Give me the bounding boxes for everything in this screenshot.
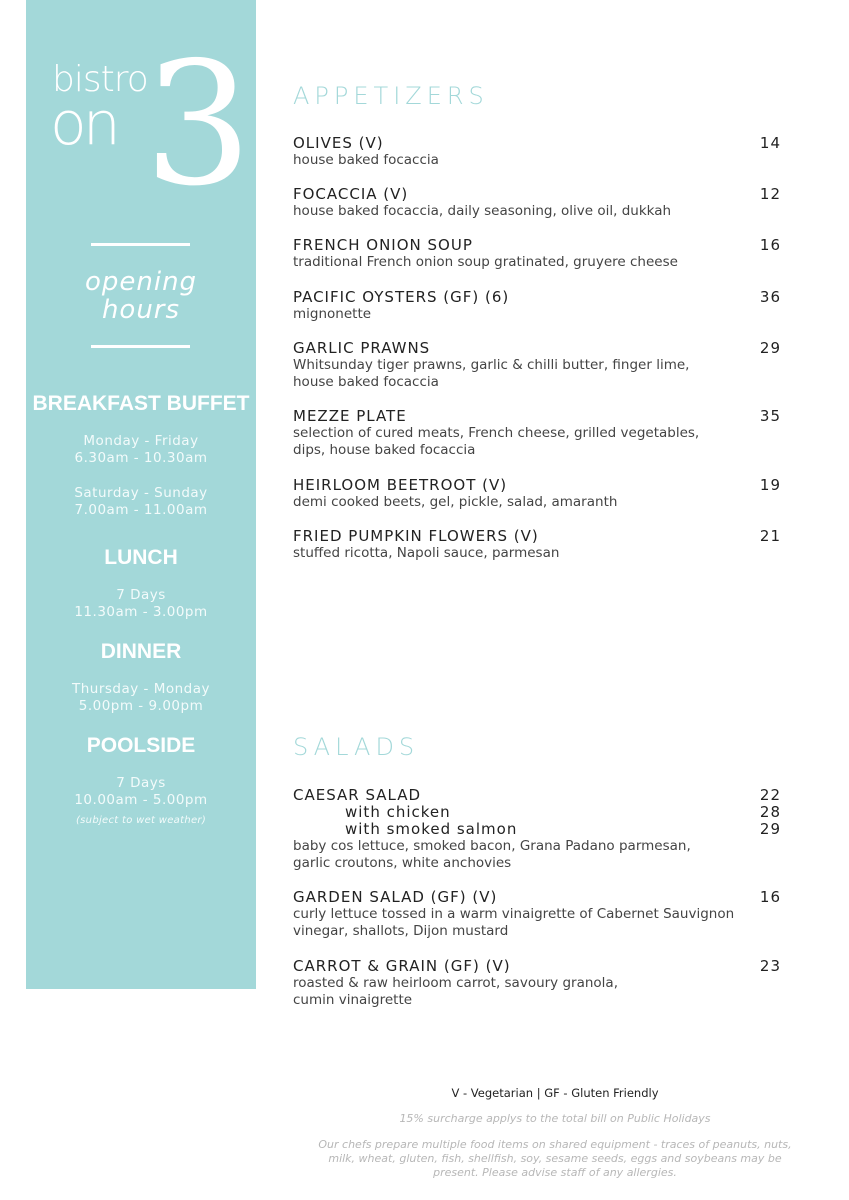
item-description: house baked focaccia	[293, 374, 439, 390]
item-name: GARLIC PRAWNS	[293, 339, 431, 357]
hours-line: Saturday - Sunday	[74, 485, 208, 501]
hours-line: 7 Days	[116, 587, 166, 603]
menu-item	[293, 340, 781, 391]
item-price: 22	[759, 786, 781, 804]
item-name: OLIVES (V)	[293, 134, 384, 152]
item-description: selection of cured meats, French cheese, grilled vegetables,	[293, 425, 700, 441]
item-description: roasted & raw heirloom carrot, savoury granola,	[293, 975, 618, 991]
hours-line: 7 Days	[116, 775, 166, 791]
hours-line: 11.30am - 3.00pm	[74, 604, 208, 620]
menu-item	[293, 408, 781, 459]
item-name: MEZZE PLATE	[293, 407, 407, 425]
item-description: cumin vinaigrette	[293, 992, 413, 1008]
item-name: CAESAR SALAD	[293, 786, 422, 804]
option-name: with smoked salmon	[345, 820, 518, 838]
breakfast-hours	[26, 433, 256, 519]
item-price: 35	[759, 407, 781, 425]
item-name: FOCACCIA (V)	[293, 185, 409, 203]
item-name: GARDEN SALAD (GF) (V)	[293, 888, 498, 906]
hours-line: 10.00am - 5.00pm	[74, 792, 208, 808]
item-name: CARROT & GRAIN (GF) (V)	[293, 957, 511, 975]
menu-item	[293, 289, 781, 323]
logo-word-bistro: bistro	[52, 59, 148, 100]
allergy-line: Our chefs prepare multiple food items on shared equipment - traces of peanuts, nuts,	[318, 1138, 792, 1151]
logo-word-on: on	[50, 89, 117, 159]
lunch-hours	[26, 587, 256, 621]
item-description: demi cooked beets, gel, pickle, salad, amaranth	[293, 494, 618, 510]
hours-spacer	[26, 467, 256, 485]
poolside-title: POOLSIDE	[86, 734, 196, 757]
salads-heading: SALADS	[293, 733, 420, 761]
menu-item	[293, 787, 781, 872]
divider-bottom	[91, 345, 190, 348]
item-description: dips, house baked focaccia	[293, 442, 476, 458]
allergy-line: milk, wheat, gluten, fish, shellfish, soy, sesame seeds, eggs and soybeans may be	[328, 1152, 782, 1165]
item-description: house baked focaccia, daily seasoning, olive oil, dukkah	[293, 203, 672, 219]
menu-item	[293, 237, 781, 271]
item-option	[293, 804, 781, 821]
item-description: Whitsunday tiger prawns, garlic & chilli butter, finger lime,	[293, 357, 690, 373]
appetizers-heading: APPETIZERS	[293, 82, 489, 110]
item-description: baby cos lettuce, smoked bacon, Grana Padano parmesan,	[293, 838, 691, 854]
item-price: 16	[759, 888, 781, 906]
item-price: 21	[759, 527, 781, 545]
item-name: FRIED PUMPKIN FLOWERS (V)	[293, 527, 539, 545]
item-price: 36	[759, 288, 781, 306]
option-price: 29	[759, 820, 781, 838]
surcharge-note: 15% surcharge applys to the total bill on Public Holidays	[399, 1112, 711, 1125]
item-description: garlic croutons, white anchovies	[293, 855, 512, 871]
item-price: 12	[759, 185, 781, 203]
menu-item	[293, 889, 781, 940]
hours-line: 7.00am - 11.00am	[74, 502, 208, 518]
allergy-notice	[300, 1138, 810, 1180]
allergy-line: present. Please advise staff of any allergies.	[433, 1166, 677, 1179]
dietary-legend: V - Vegetarian | GF - Gluten Friendly	[451, 1086, 659, 1100]
menu-item	[293, 135, 781, 169]
item-name: PACIFIC OYSTERS (GF) (6)	[293, 288, 510, 306]
item-name: FRENCH ONION SOUP	[293, 236, 473, 254]
item-description: mignonette	[293, 306, 372, 322]
menu-item	[293, 528, 781, 562]
item-description: curly lettuce tossed in a warm vinaigrette of Cabernet Sauvignon	[293, 906, 735, 922]
hours-line: 5.00pm - 9.00pm	[78, 698, 204, 714]
option-price: 28	[759, 803, 781, 821]
weather-note: (subject to wet weather)	[75, 815, 207, 826]
option-name: with chicken	[345, 803, 451, 821]
poolside-hours	[26, 775, 256, 829]
item-option	[293, 821, 781, 838]
item-price: 14	[759, 134, 781, 152]
hours-line: Monday - Friday	[83, 433, 199, 449]
item-price: 29	[759, 339, 781, 357]
hours-line: Thursday - Monday	[71, 681, 211, 697]
menu-item	[293, 186, 781, 220]
menu-item	[293, 477, 781, 511]
hours-line: 6.30am - 10.30am	[74, 450, 208, 466]
item-price: 16	[759, 236, 781, 254]
item-description: stuffed ricotta, Napoli sauce, parmesan	[293, 545, 560, 561]
item-name: HEIRLOOM BEETROOT (V)	[293, 476, 508, 494]
lunch-title: LUNCH	[104, 546, 178, 569]
item-price: 23	[759, 957, 781, 975]
menu-item	[293, 958, 781, 1009]
item-price: 19	[759, 476, 781, 494]
bistro-on-3-logo	[26, 26, 256, 224]
opening-hours-line1: opening	[84, 267, 198, 297]
item-description: traditional French onion soup gratinated, gruyere cheese	[293, 254, 678, 270]
item-description: house baked focaccia	[293, 152, 439, 168]
item-description: vinegar, shallots, Dijon mustard	[293, 923, 509, 939]
logo-numeral: 3	[144, 26, 253, 224]
breakfast-title: BREAKFAST BUFFET	[32, 392, 250, 415]
opening-hours-sidebar	[26, 0, 256, 989]
dinner-title: DINNER	[100, 640, 182, 663]
divider-top	[91, 243, 190, 246]
opening-hours-title	[26, 268, 256, 324]
dinner-hours	[26, 681, 256, 715]
opening-hours-line2: hours	[101, 295, 181, 325]
